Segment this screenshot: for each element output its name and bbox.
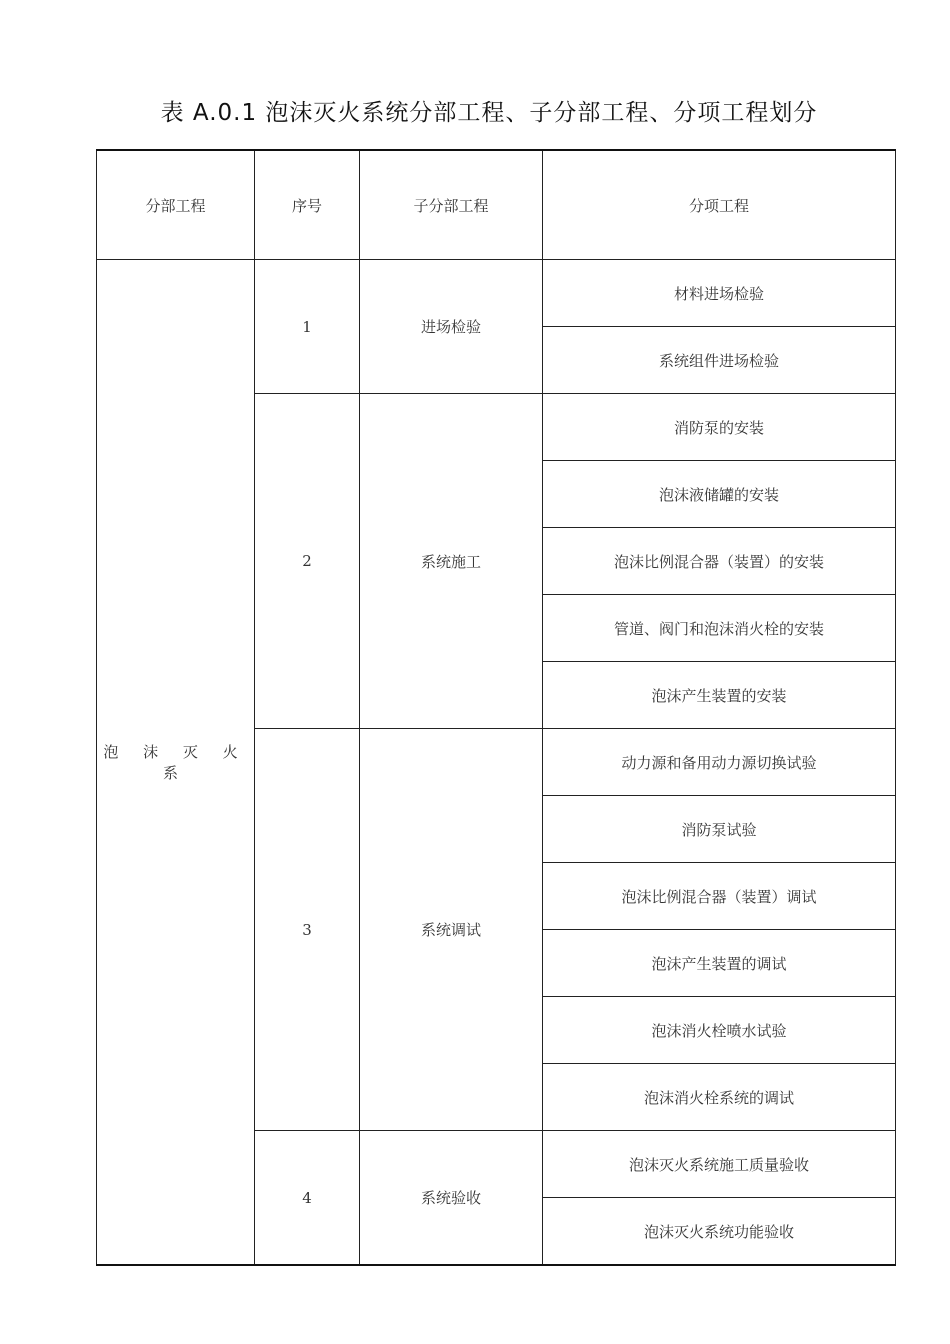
- item-cell: 泡沫产生装置的安装: [543, 662, 896, 729]
- group-number: 4: [255, 1131, 360, 1266]
- item-cell: 泡沫灭火系统功能验收: [543, 1198, 896, 1266]
- item-cell: 动力源和备用动力源切换试验: [543, 729, 896, 796]
- group-subdivision: 系统验收: [360, 1131, 543, 1266]
- group-number: 2: [255, 394, 360, 729]
- header-item: 分项工程: [543, 150, 896, 260]
- item-cell: 泡沫液储罐的安装: [543, 461, 896, 528]
- item-cell: 消防泵的安装: [543, 394, 896, 461]
- division-cell: 泡 沫 灭 火 系: [97, 260, 255, 1266]
- group-subdivision: 系统调试: [360, 729, 543, 1131]
- item-cell: 消防泵试验: [543, 796, 896, 863]
- group-subdivision: 进场检验: [360, 260, 543, 394]
- division-table: [96, 149, 896, 1266]
- header-number: 序号: [255, 150, 360, 260]
- group-subdivision: 系统施工: [360, 394, 543, 729]
- item-cell: 泡沫产生装置的调试: [543, 930, 896, 997]
- item-cell: 系统组件进场检验: [543, 327, 896, 394]
- item-cell: 泡沫消火栓喷水试验: [543, 997, 896, 1064]
- group-number: 1: [255, 260, 360, 394]
- header-subdivision: 子分部工程: [360, 150, 543, 260]
- item-cell: 泡沫比例混合器（装置）的安装: [543, 528, 896, 595]
- item-cell: 材料进场检验: [543, 260, 896, 327]
- item-cell: 泡沫消火栓系统的调试: [543, 1064, 896, 1131]
- item-cell: 泡沫灭火系统施工质量验收: [543, 1131, 896, 1198]
- item-cell: 管道、阀门和泡沫消火栓的安装: [543, 595, 896, 662]
- header-division: 分部工程: [97, 150, 255, 260]
- group-number: 3: [255, 729, 360, 1131]
- page-title: 表 A.0.1 泡沫灭火系统分部工程、子分部工程、分项工程划分: [160, 100, 818, 126]
- item-cell: 泡沫比例混合器（装置）调试: [543, 863, 896, 930]
